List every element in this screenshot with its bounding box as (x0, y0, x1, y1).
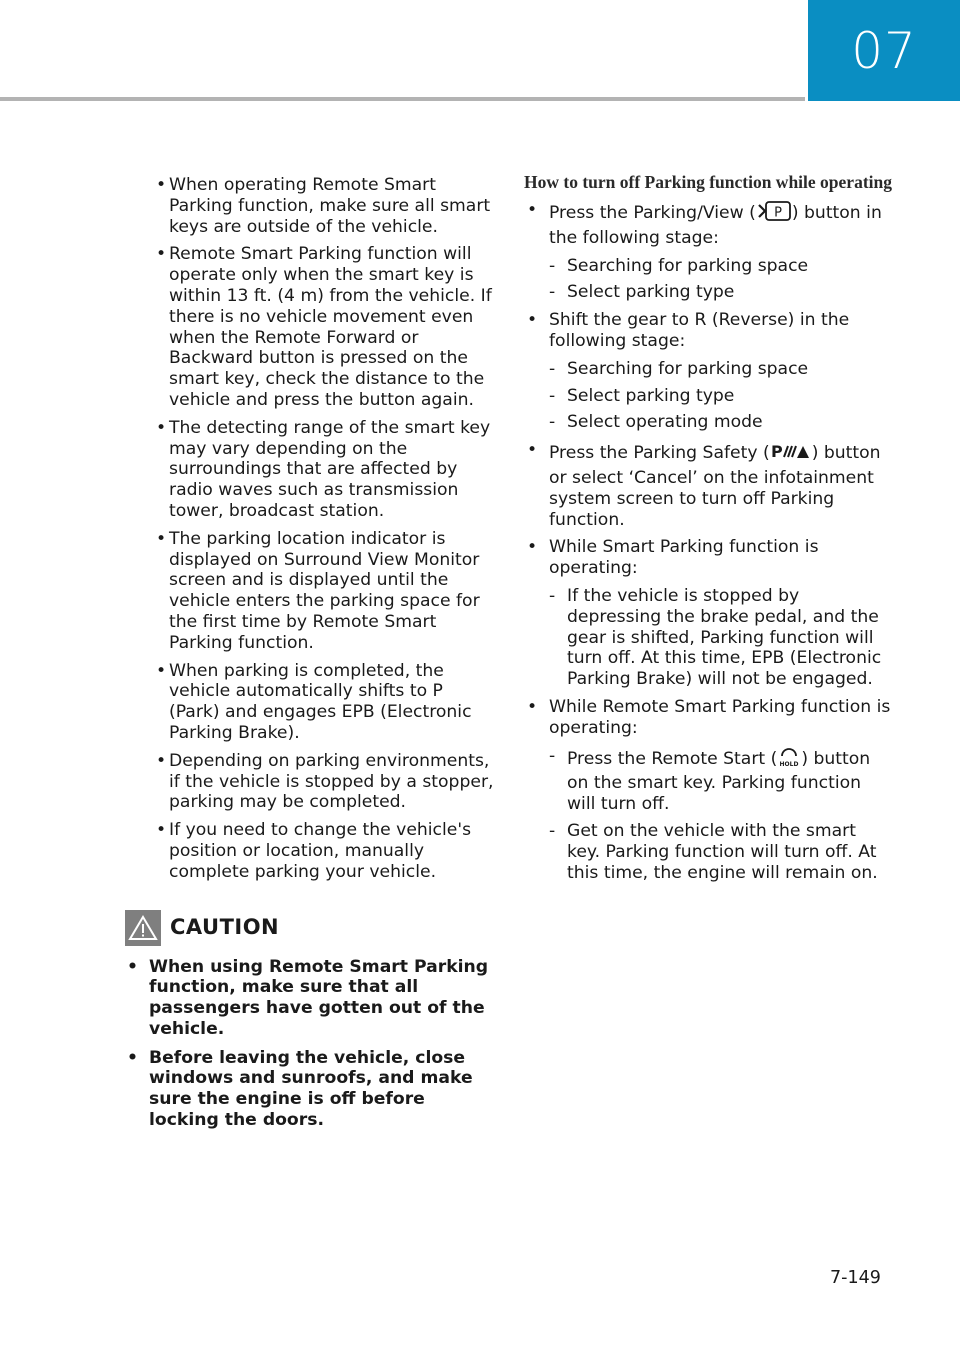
chapter-tab (808, 0, 960, 101)
bullet-icon: • (156, 175, 167, 195)
bullet-icon: • (527, 310, 538, 331)
list-item: • While Smart Parking function is operating: - If the vehicle is stopped by depressing the brake pedal, and the gear is shifted, Parking function will turn off. At this time, EPB (Electronic Parking Brake) will not be engaged. (524, 537, 894, 690)
note-item: • When parking is completed, the vehicle automatically shifts to P (Park) and engages EPB (Electronic Parking Brake). (156, 660, 472, 743)
warning-triangle-icon (125, 910, 161, 946)
sub-item: - Select operating mode (549, 412, 763, 433)
bullet-icon: • (527, 200, 538, 220)
note-item: • Remote Smart Parking function will operate only when the smart key is within 13 ft. (4 m) from the vehicle. If there is no vehicle movement even when the Remote Forward or Backward button is pressed on the smart key, check the distance to the vehicle and press the button again. (156, 244, 492, 410)
bullet-icon: • (127, 956, 138, 977)
bullet-icon: • (156, 417, 167, 438)
svg-text:HOLD: HOLD (779, 760, 799, 768)
bullet-icon: • (527, 537, 538, 558)
caution-box (125, 910, 496, 1131)
list-item: • Shift the gear to R (Reverse) in the following stage: - Searching for parking space - Select parking type - Select operating mode (524, 310, 894, 433)
sub-item: - Searching for parking space (549, 255, 809, 276)
note-item: • If you need to change the vehicle's position or location, manually complete parking your vehicle. (156, 820, 472, 882)
note-item: • The detecting range of the smart key may vary depending on the surroundings that are affected by radio waves such as transmission tower, broadcast station. (156, 417, 491, 521)
caution-item: • When using Remote Smart Parking function, make sure that all passengers have gotten out of the vehicle. (127, 956, 489, 1039)
bullet-icon: • (156, 528, 167, 549)
list-item: • Press the Parking/View ( P ) button in the following stage: - Searching for parking space - Select parking type (524, 200, 894, 303)
list-item: • Press the Parking Safety ( P ) button or select ‘Cancel’ on the infotainment system screen to turn off Parking function. (527, 440, 881, 530)
note-item: • Depending on parking environments, if the vehicle is stopped by a stopper, parking may be completed. (156, 750, 494, 813)
right-column (524, 172, 894, 890)
header-rule (0, 97, 805, 101)
svg-text:P: P (770, 442, 783, 462)
caution-item: • Before leaving the vehicle, close windows and sunroofs, and make sure the engine is off before locking the doors. (127, 1047, 473, 1131)
bullet-icon: • (527, 696, 538, 717)
sub-item: - Select parking type (549, 282, 735, 303)
sub-item: - Searching for parking space (549, 358, 809, 379)
parking-view-button-icon (756, 200, 792, 228)
caution-title: CAUTION (170, 915, 280, 940)
page-number: 7-149 (830, 1268, 881, 1288)
bullet-icon: • (156, 750, 167, 771)
bullet-icon: • (156, 660, 167, 681)
sub-item: - Press the Remote Start ( HOLD ) button on the smart key. Parking function will turn off. (549, 745, 871, 815)
bullet-icon: • (127, 1047, 138, 1068)
chapter-number: 07 (851, 21, 917, 80)
parking-safety-button-icon (770, 440, 812, 468)
caution-list (125, 957, 496, 1131)
caution-header (125, 910, 496, 946)
sub-item: - If the vehicle is stopped by depressing the brake pedal, and the gear is shifted, Parking function will turn off. At this time, EPB (Electronic Parking Brake) will not be engaged. (549, 585, 882, 690)
bullet-icon: • (527, 440, 538, 461)
sub-item: - Get on the vehicle with the smart key. Parking function will turn off. At this time, the engine will remain on. (549, 820, 878, 883)
section-heading: How to turn off Parking function while operating (524, 172, 892, 192)
note-item: • The parking location indicator is displayed on Surround View Monitor screen and is displayed until the vehicle enters the parking space for the first time by Remote Smart Parking function. (156, 528, 480, 653)
svg-text:P: P (773, 205, 782, 221)
note-item: • When operating Remote Smart Parking function, make sure all smart keys are outside of the vehicle. (156, 175, 491, 237)
bullet-icon: • (156, 244, 167, 265)
bullet-icon: • (156, 820, 167, 841)
remote-start-hold-icon (777, 746, 801, 774)
list-item: • While Remote Smart Parking function is operating: - Press the Remote Start ( HOLD ) button on the smart key. Parking function will turn off. - Get on the vehicle with the smart key. Parking function will turn off. At this time, the engine will remain on. (524, 697, 894, 883)
sub-item: - Select parking type (549, 385, 735, 406)
left-column (127, 175, 496, 1139)
